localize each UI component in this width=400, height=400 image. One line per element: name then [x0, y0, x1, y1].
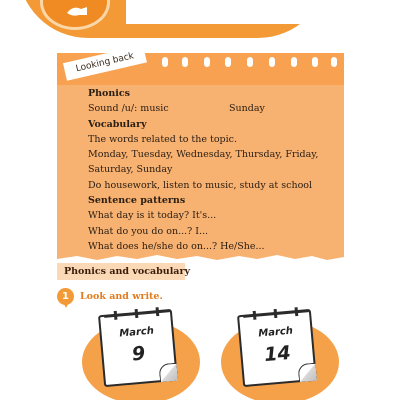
calendar-page	[98, 309, 178, 387]
calendar-day: 9	[130, 342, 147, 366]
vocab-intro: The words related to the topic.	[88, 133, 238, 145]
review-content	[88, 86, 338, 254]
task-instruction: Look and write.	[80, 291, 163, 302]
phonics-heading: Phonics	[88, 88, 131, 99]
calendar-month: March	[118, 325, 155, 340]
top-decoration	[0, 0, 400, 40]
phonics-sound: Sound /u/: music	[88, 103, 169, 115]
calendar-rings-icon	[104, 306, 171, 321]
vocabulary-heading: Vocabulary	[88, 118, 147, 130]
calendar-page	[237, 309, 317, 387]
calendar-1	[82, 312, 200, 400]
vocab-activities: Do housework, listen to music, study at school	[88, 179, 313, 191]
page-curl	[297, 363, 317, 383]
pattern-3: What does he/she do on...? He/She...	[88, 240, 265, 252]
speaker-hand-icon	[65, 3, 91, 19]
calendar-2	[221, 312, 339, 400]
vocab-days-line-1: Monday, Tuesday, Wednesday, Thursday, Friday,	[88, 149, 319, 161]
looking-back-tab: Looking back	[63, 45, 147, 81]
section-header	[57, 263, 190, 280]
page-curl	[158, 363, 178, 383]
task-number-badge: 1	[57, 288, 74, 305]
calendar-month: March	[257, 325, 294, 340]
pattern-1: What day is it today? It's...	[88, 210, 217, 222]
phonics-word: Sunday	[229, 103, 265, 115]
calendar-rings-icon	[243, 306, 310, 321]
task-badge-pointer	[63, 302, 69, 308]
pattern-2: What do you do on...? I...	[88, 225, 209, 237]
calendar-day: 14	[263, 341, 292, 367]
looking-back-notepad	[57, 53, 344, 255]
sentence-patterns-heading: Sentence patterns	[88, 195, 186, 207]
section-title: Phonics and vocabulary	[64, 266, 190, 277]
vocab-days-line-2: Saturday, Sunday	[88, 164, 173, 176]
